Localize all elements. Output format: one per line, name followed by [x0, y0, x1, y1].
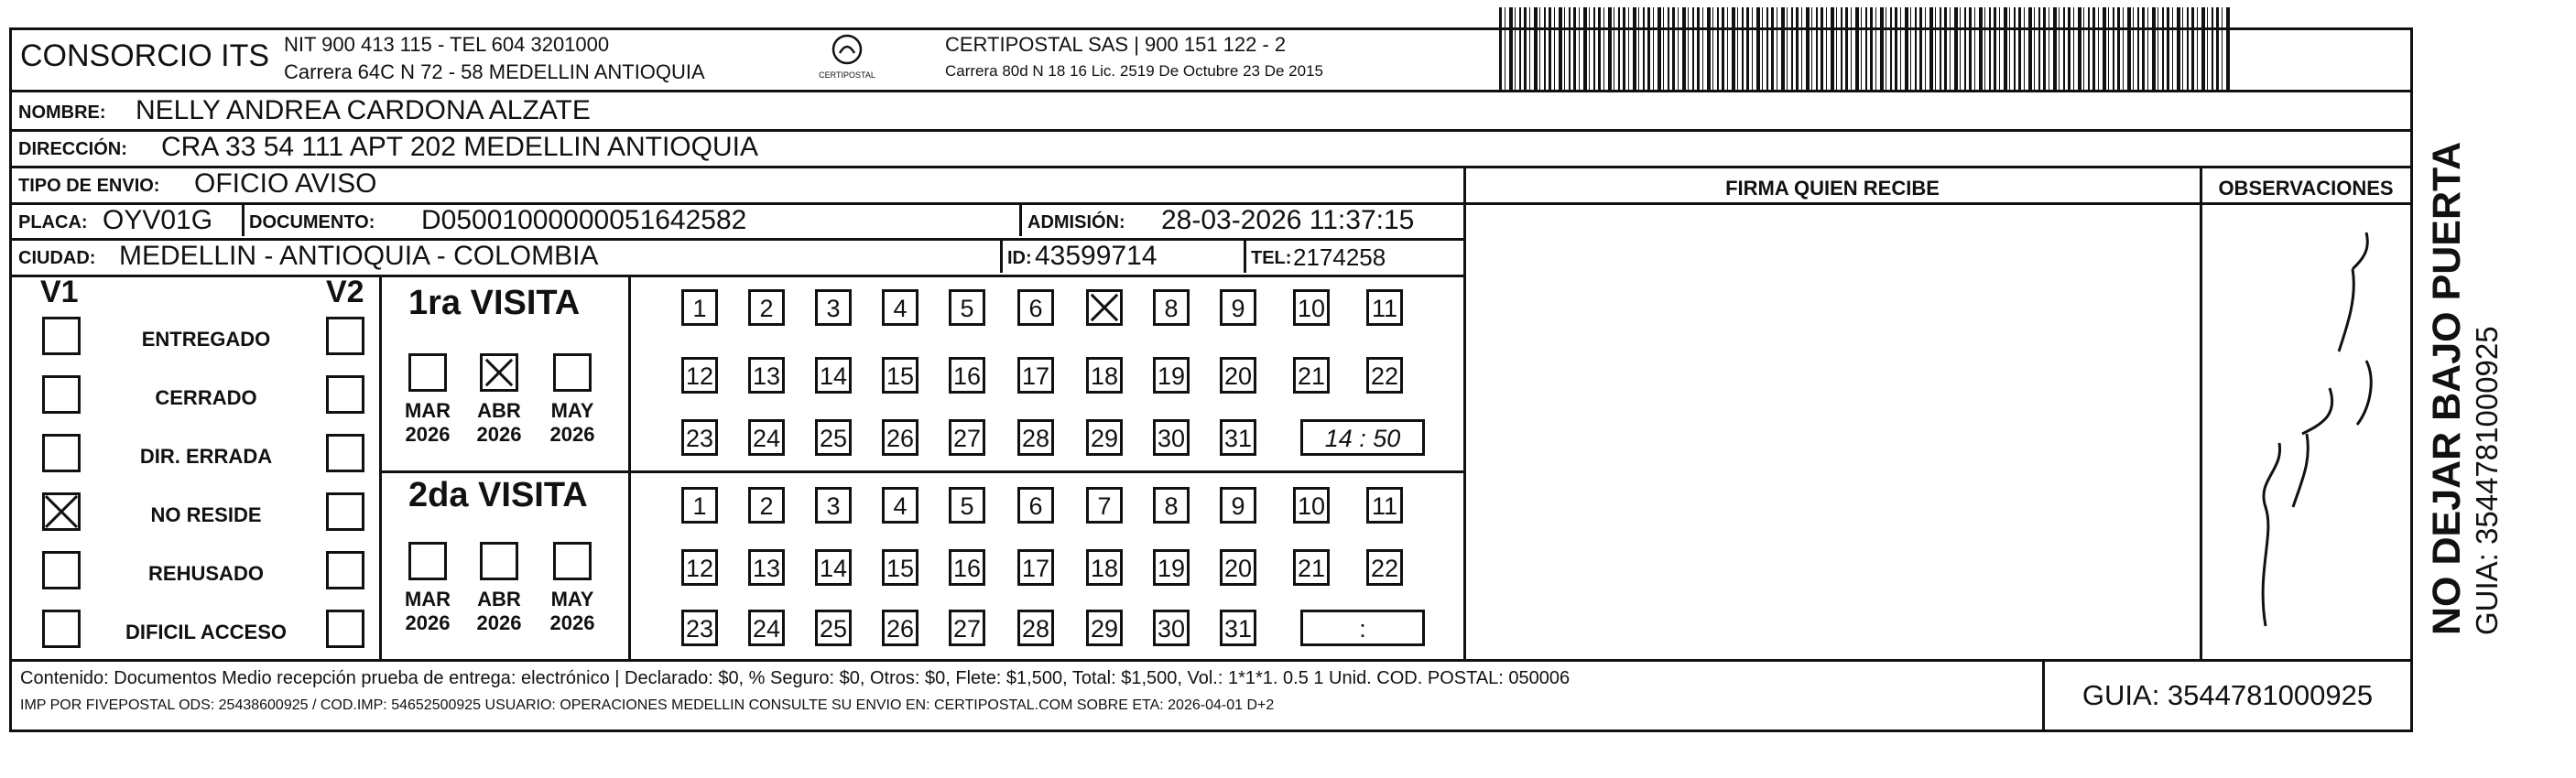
- company-name: CONSORCIO ITS: [20, 38, 270, 73]
- first-visit-day[interactable]: 14: [815, 357, 852, 394]
- first-visit-day[interactable]: 15: [882, 357, 918, 394]
- month-year-label: 2026: [405, 611, 451, 634]
- v1-checkbox-6[interactable]: [42, 610, 81, 648]
- first-visit-day[interactable]: 18: [1086, 357, 1123, 394]
- second-visit-month-checkbox-2[interactable]: [480, 542, 518, 580]
- second-visit-day[interactable]: 9: [1220, 487, 1256, 524]
- first-visit-day[interactable]: 20: [1220, 357, 1256, 394]
- first-visit-day[interactable]: 31: [1220, 419, 1256, 456]
- second-visit-day[interactable]: 15: [882, 549, 918, 586]
- placa-value: OYV01G: [103, 205, 213, 235]
- second-visit-day[interactable]: 26: [882, 610, 918, 646]
- second-visit-day[interactable]: 2: [748, 487, 785, 524]
- month-year-label: 2026: [405, 423, 451, 446]
- side-text-block: [2425, 0, 2535, 635]
- second-visit-day[interactable]: 4: [882, 487, 918, 524]
- first-visit-day[interactable]: 28: [1017, 419, 1054, 456]
- admision-value: 28-03-2026 11:37:15: [1161, 205, 1415, 235]
- license-line: Carrera 80d N 18 16 Lic. 2519 De Octubre 23 De 2015: [945, 62, 1323, 80]
- status-label: REHUSADO: [148, 562, 264, 585]
- second-visit-day[interactable]: 10: [1293, 487, 1330, 524]
- second-visit-day[interactable]: 20: [1220, 549, 1256, 586]
- v1-checkbox-3[interactable]: [42, 434, 81, 472]
- second-visit-day[interactable]: 7: [1086, 487, 1123, 524]
- second-visit-month-checkbox-3[interactable]: [553, 542, 592, 580]
- first-visit-day[interactable]: 17: [1017, 357, 1054, 394]
- month-year-label: 2026: [476, 423, 522, 446]
- v2-checkbox-5[interactable]: [326, 551, 364, 589]
- v1-checkbox-4[interactable]: [42, 492, 81, 531]
- admision-label: ADMISIÓN:: [1027, 212, 1125, 232]
- first-visit-day[interactable]: 2: [748, 289, 785, 326]
- placa-label: PLACA:: [18, 212, 88, 232]
- first-visit-title: 1ra VISITA: [408, 284, 581, 322]
- first-visit-day[interactable]: 25: [815, 419, 852, 456]
- second-visit-day[interactable]: 23: [681, 610, 718, 646]
- v2-heading: V2: [326, 275, 364, 309]
- tipo-label: TIPO DE ENVIO:: [18, 176, 160, 196]
- second-visit-day[interactable]: 3: [815, 487, 852, 524]
- documento-value: D05001000000051642582: [421, 205, 747, 235]
- first-visit-day[interactable]: 12: [681, 357, 718, 394]
- first-visit-day[interactable]: 13: [748, 357, 785, 394]
- second-visit-time-box[interactable]: :: [1300, 610, 1425, 646]
- second-visit-day[interactable]: 25: [815, 610, 852, 646]
- first-visit-month-checkbox-3[interactable]: [553, 353, 592, 392]
- second-visit-day[interactable]: 11: [1366, 487, 1403, 524]
- month-label: MAR: [404, 399, 451, 422]
- first-visit-day[interactable]: 10: [1293, 289, 1330, 326]
- month-year-label: 2026: [476, 611, 522, 634]
- first-visit-month-checkbox-1[interactable]: [408, 353, 447, 392]
- v2-checkbox-6[interactable]: [326, 610, 364, 648]
- first-visit-day[interactable]: 29: [1086, 419, 1123, 456]
- month-year-label: 2026: [549, 423, 595, 446]
- status-label: DIFICIL ACCESO: [125, 621, 287, 643]
- tipo-value: OFICIO AVISO: [194, 168, 377, 199]
- second-visit-day[interactable]: 13: [748, 549, 785, 586]
- imp-line: IMP POR FIVEPOSTAL ODS: 25438600925 / COD.IMP: 54652500925 USUARIO: OPERACIONES MEDELLIN CONSULTE SU ENVIO EN: CERTIPOSTAL.COM SOBRE ETA: 2026-04-01 D+2: [20, 697, 1275, 713]
- first-visit-day[interactable]: 23: [681, 419, 718, 456]
- first-visit-day[interactable]: 30: [1153, 419, 1190, 456]
- second-visit-day[interactable]: 14: [815, 549, 852, 586]
- first-visit-day[interactable]: 11: [1366, 289, 1403, 326]
- first-visit-time-box[interactable]: 14 : 50: [1300, 419, 1425, 456]
- month-label: ABR: [477, 588, 521, 611]
- tel-label: TEL:: [1251, 248, 1292, 268]
- firma-header: FIRMA QUIEN RECIBE: [1725, 177, 1940, 200]
- first-visit-day[interactable]: 5: [949, 289, 985, 326]
- contenido-line: Contenido: Documentos Medio recepción prueba de entrega: electrónico | Declarado: $0, % Seguro: $0, Otros: $0, Flete: $1,500, Total: $1,500, Vol.: 1*1*1. 0.5 1 Unid. COD. POSTAL: 050006: [20, 668, 1571, 688]
- month-label: MAY: [550, 399, 594, 422]
- v1-heading: V1: [40, 275, 79, 309]
- first-visit-day[interactable]: 1: [681, 289, 718, 326]
- first-visit-day[interactable]: 26: [882, 419, 918, 456]
- second-visit-day[interactable]: 24: [748, 610, 785, 646]
- ciudad-label: CIUDAD:: [18, 248, 96, 268]
- status-label: CERRADO: [155, 386, 257, 409]
- first-visit-day[interactable]: [1086, 289, 1123, 326]
- nit-line: NIT 900 413 115 - TEL 604 3201000: [284, 33, 610, 56]
- second-visit-day[interactable]: 17: [1017, 549, 1054, 586]
- status-label: NO RESIDE: [150, 503, 262, 526]
- ciudad-value: MEDELLIN - ANTIOQUIA - COLOMBIA: [119, 241, 599, 271]
- status-label: DIR. ERRADA: [139, 445, 273, 468]
- guia-footer-text: GUIA: 3544781000925: [2081, 679, 2374, 711]
- second-visit-title: 2da VISITA: [408, 476, 588, 514]
- second-visit-day[interactable]: 16: [949, 549, 985, 586]
- second-visit-day[interactable]: 12: [681, 549, 718, 586]
- first-visit-month-checkbox-2[interactable]: [480, 353, 518, 392]
- second-visit-day[interactable]: 19: [1153, 549, 1190, 586]
- guia-footer-box: [2042, 661, 2410, 730]
- first-visit-day[interactable]: 3: [815, 289, 852, 326]
- second-visit-day[interactable]: 21: [1293, 549, 1330, 586]
- month-year-label: 2026: [549, 611, 595, 634]
- second-visit-day[interactable]: 1: [681, 487, 718, 524]
- second-visit-day[interactable]: 6: [1017, 487, 1054, 524]
- side-guia-text: GUIA: 3544781000925: [2470, 326, 2504, 635]
- first-visit-day[interactable]: 6: [1017, 289, 1054, 326]
- v2-checkbox-1[interactable]: [326, 317, 364, 355]
- second-visit-day[interactable]: 28: [1017, 610, 1054, 646]
- first-visit-day[interactable]: 4: [882, 289, 918, 326]
- nombre-value: NELLY ANDREA CARDONA ALZATE: [136, 95, 591, 125]
- second-visit-day[interactable]: 22: [1366, 549, 1403, 586]
- v2-checkbox-4[interactable]: [326, 492, 364, 531]
- second-visit-day[interactable]: 5: [949, 487, 985, 524]
- month-label: MAY: [550, 588, 594, 611]
- first-visit-day[interactable]: 22: [1366, 357, 1403, 394]
- no-dejar-text: NO DEJAR BAJO PUERTA: [2425, 141, 2469, 635]
- id-label: ID:: [1007, 248, 1032, 268]
- first-visit-day[interactable]: 16: [949, 357, 985, 394]
- address-line: Carrera 64C N 72 - 58 MEDELLIN ANTIOQUIA: [284, 60, 705, 83]
- nombre-label: NOMBRE:: [18, 103, 106, 123]
- second-visit-day[interactable]: 8: [1153, 487, 1190, 524]
- handwritten-observation: [2201, 205, 2410, 659]
- month-label: MAR: [404, 588, 451, 611]
- first-visit-day[interactable]: 8: [1153, 289, 1190, 326]
- second-visit-month-checkbox-1[interactable]: [408, 542, 447, 580]
- tel-value: 2174258: [1293, 243, 1386, 271]
- second-visit-day[interactable]: 18: [1086, 549, 1123, 586]
- observaciones-header: OBSERVACIONES: [2218, 177, 2394, 200]
- status-label: ENTREGADO: [141, 328, 271, 351]
- second-visit-day[interactable]: 30: [1153, 610, 1190, 646]
- first-visit-day[interactable]: 24: [748, 419, 785, 456]
- v1-checkbox-1[interactable]: [42, 317, 81, 355]
- v2-checkbox-2[interactable]: [326, 375, 364, 414]
- month-label: ABR: [477, 399, 521, 422]
- logo-text: CERTIPOSTAL: [819, 70, 875, 80]
- first-visit-day[interactable]: 21: [1293, 357, 1330, 394]
- certipostal-line: CERTIPOSTAL SAS | 900 151 122 - 2: [945, 33, 1287, 56]
- documento-label: DOCUMENTO:: [249, 212, 375, 232]
- v2-checkbox-3[interactable]: [326, 434, 364, 472]
- direccion-label: DIRECCIÓN:: [18, 139, 127, 159]
- first-visit-day[interactable]: 27: [949, 419, 985, 456]
- v1-checkbox-5[interactable]: [42, 551, 81, 589]
- id-value: 43599714: [1035, 241, 1158, 271]
- second-visit-day[interactable]: 29: [1086, 610, 1123, 646]
- first-visit-day[interactable]: 19: [1153, 357, 1190, 394]
- second-visit-day[interactable]: 31: [1220, 610, 1256, 646]
- second-visit-day[interactable]: 27: [949, 610, 985, 646]
- direccion-value: CRA 33 54 111 APT 202 MEDELLIN ANTIOQUIA: [161, 132, 758, 162]
- first-visit-day[interactable]: 9: [1220, 289, 1256, 326]
- v1-checkbox-2[interactable]: [42, 375, 81, 414]
